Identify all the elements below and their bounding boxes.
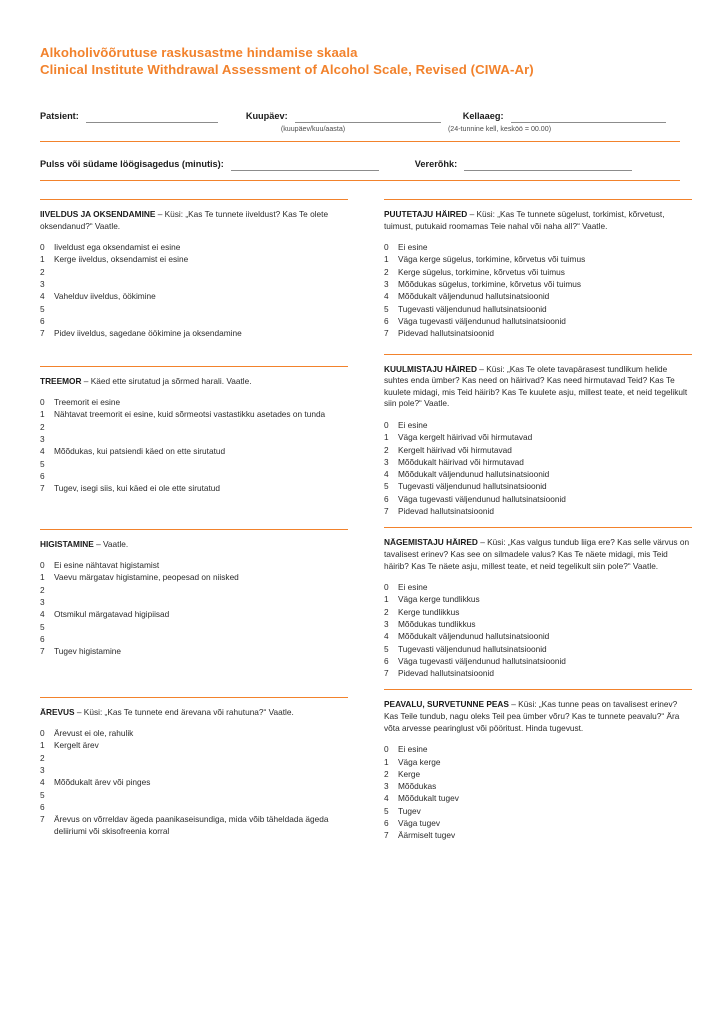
- score-option[interactable]: [40, 789, 348, 801]
- score-value: 6: [384, 315, 389, 326]
- score-option[interactable]: [40, 739, 348, 751]
- section-divider: [384, 527, 692, 528]
- score-description: Pidev iiveldus, sagedane öökimine ja oksendamine: [54, 328, 242, 339]
- divider-below-vitals: [40, 180, 680, 181]
- score-value: 7: [40, 328, 45, 339]
- score-value: 6: [40, 633, 45, 644]
- score-option[interactable]: [384, 829, 692, 841]
- section-divider: [384, 689, 692, 690]
- section-prompt: – Küsi: „Kas Te tunnete iiveldust? Kas Te olete oksendanud?“ Vaatle.: [40, 209, 329, 231]
- score-value: 1: [40, 409, 45, 420]
- score-option[interactable]: [40, 315, 348, 327]
- score-value: 4: [40, 291, 45, 302]
- score-description: Äärmiselt tugev: [398, 830, 456, 841]
- pulse-input[interactable]: [231, 157, 379, 171]
- score-value: 0: [384, 419, 389, 430]
- score-option[interactable]: [40, 645, 348, 657]
- section-heading: [384, 209, 692, 232]
- score-option[interactable]: [384, 419, 692, 431]
- score-option[interactable]: [384, 768, 692, 780]
- score-value: 2: [40, 266, 45, 277]
- section-heading: [40, 707, 348, 719]
- score-description: Väga kerge: [398, 756, 441, 767]
- patient-header: [40, 109, 680, 133]
- score-value: 3: [40, 279, 45, 290]
- score-value: 1: [384, 254, 389, 265]
- score-description: [54, 421, 348, 433]
- score-description: Mõõdukalt ärev või pinges: [54, 777, 151, 788]
- score-description: Tugev: [398, 805, 421, 816]
- score-description: Tugevasti väljendunud hallutsinatsioonid: [398, 303, 547, 314]
- score-value: 6: [40, 801, 45, 812]
- score-value: 3: [384, 279, 389, 290]
- score-option[interactable]: [384, 655, 692, 667]
- assessment-section: [384, 689, 692, 841]
- assessment-column-right: [384, 199, 692, 842]
- score-option[interactable]: [40, 290, 348, 302]
- section-name: PUUTETAJU HÄIRED: [384, 209, 468, 219]
- score-value: 0: [40, 242, 45, 253]
- score-value: 2: [384, 266, 389, 277]
- score-value: 3: [384, 618, 389, 629]
- score-value: 2: [384, 444, 389, 455]
- score-value: 0: [40, 728, 45, 739]
- section-name: PEAVALU, SURVETUNNE PEAS: [384, 699, 509, 710]
- score-option[interactable]: [384, 643, 692, 655]
- score-value: 7: [384, 668, 389, 679]
- score-value: 2: [40, 752, 45, 763]
- score-option[interactable]: [40, 458, 348, 470]
- score-list: [40, 396, 348, 494]
- section-name: ÄREVUS: [40, 706, 75, 717]
- form-title: [40, 0, 680, 78]
- score-value: 2: [40, 421, 45, 432]
- time-format-caption: (24-tunnine kell, kesköö = 00.00): [447, 125, 552, 133]
- score-value: 4: [40, 609, 45, 620]
- score-description: Vahelduv iiveldus, öökimine: [54, 291, 156, 302]
- score-list: [40, 727, 348, 838]
- score-option[interactable]: [40, 621, 348, 633]
- section-divider: [40, 529, 348, 530]
- score-option[interactable]: [40, 421, 348, 433]
- patient-label: Patsient:: [40, 111, 79, 121]
- score-description: Tugev higistamine: [54, 646, 122, 657]
- section-divider: [384, 354, 692, 355]
- score-description: Pidevad hallutsinatsioonid: [398, 506, 494, 517]
- score-option[interactable]: [384, 444, 692, 456]
- score-description: [54, 789, 348, 801]
- section-divider: [40, 199, 348, 200]
- score-option[interactable]: [384, 606, 692, 618]
- time-label: Kellaaeg:: [462, 111, 504, 121]
- score-value: 6: [40, 470, 45, 481]
- score-option[interactable]: [384, 290, 692, 302]
- score-description: Kerge: [398, 768, 421, 779]
- blood-pressure-label: Vererõhk:: [414, 159, 458, 169]
- score-value: 7: [384, 328, 389, 339]
- score-description: Mõõdukalt väljendunud hallutsinatsioonid: [398, 291, 550, 302]
- score-description: [54, 266, 348, 278]
- score-value: 6: [384, 655, 389, 666]
- score-option[interactable]: [40, 408, 348, 420]
- score-value: 7: [40, 483, 45, 494]
- assessment-section: [40, 199, 348, 340]
- score-description: Kerge sügelus, torkimine, kõrvetus või tuimus: [398, 266, 565, 277]
- section-prompt: – Küsi: „Kas Te olete tavapärasest tundlikum helide suhtes enda ümber? Kas need on häirivad? Kas need hirmutavad Teid? Kas Te kuulete midagi, mis Teid häirib? Kas Te kuulete asju, millest teate, et neid tegelikult siin pole?“ Vaatle.: [384, 363, 688, 409]
- score-option[interactable]: [40, 752, 348, 764]
- score-value: 7: [40, 814, 45, 825]
- score-description: Ei esine: [398, 582, 428, 593]
- score-description: Tugev, isegi siis, kui käed ei ole ette sirutatud: [54, 483, 221, 494]
- score-description: [54, 278, 348, 290]
- assessment-section: [384, 199, 692, 340]
- section-heading: [40, 539, 348, 551]
- score-option[interactable]: [40, 584, 348, 596]
- score-option[interactable]: [40, 776, 348, 788]
- score-description: [54, 801, 348, 813]
- score-option[interactable]: [384, 756, 692, 768]
- score-option[interactable]: [40, 278, 348, 290]
- score-list: [384, 743, 692, 841]
- score-description: Mõõdukas: [398, 781, 437, 792]
- score-description: [54, 752, 348, 764]
- score-option[interactable]: [40, 608, 348, 620]
- section-heading: [384, 537, 692, 572]
- score-option[interactable]: [384, 493, 692, 505]
- section-prompt: – Küsi: „Kas Te tunnete end ärevana või rahutuna?“ Vaatle.: [74, 706, 294, 717]
- score-option[interactable]: [384, 581, 692, 593]
- section-name: TREEMOR: [40, 375, 82, 386]
- score-description: Ärevus on võrreldav ägeda paanikaseisundiga, mida võib täheldada ägeda deliiriumi või skisofreenia korral: [54, 814, 329, 837]
- section-prompt: – Küsi: „Kas Te tunnete sügelust, torkimist, kõrvetust, tuimust, putukaid roomamas Teie nahal või naha all?“ Vaatle.: [384, 209, 665, 231]
- pulse-label: Pulss või südame löögisagedus (minutis):: [40, 159, 224, 169]
- score-option[interactable]: [384, 780, 692, 792]
- score-list: [384, 419, 692, 517]
- score-value: 4: [40, 446, 45, 457]
- section-divider: [40, 366, 348, 367]
- blood-pressure-input[interactable]: [464, 157, 632, 171]
- score-value: 1: [40, 740, 45, 751]
- score-value: 5: [40, 458, 45, 469]
- score-option[interactable]: [40, 559, 348, 571]
- spacer: [393, 125, 421, 133]
- assessment-columns: [40, 199, 690, 842]
- score-value: 6: [40, 315, 45, 326]
- score-value: 3: [384, 456, 389, 467]
- score-option[interactable]: [384, 593, 692, 605]
- score-option[interactable]: [384, 315, 692, 327]
- score-option[interactable]: [384, 480, 692, 492]
- score-description: Otsmikul märgatavad higipiisad: [54, 609, 170, 620]
- section-divider: [384, 199, 692, 200]
- score-option[interactable]: [384, 618, 692, 630]
- score-option[interactable]: [40, 571, 348, 583]
- section-heading: [384, 364, 692, 410]
- score-option[interactable]: [40, 396, 348, 408]
- score-description: [54, 433, 348, 445]
- assessment-section: [40, 366, 348, 495]
- form-title-line-2: Clinical Institute Withdrawal Assessment of Alcohol Scale, Revised (CIWA-Ar): [40, 62, 534, 77]
- score-description: Väga tugevasti väljendunud hallutsinatsioonid: [398, 655, 566, 666]
- score-option[interactable]: [384, 505, 692, 517]
- score-description: Ei esine: [398, 242, 428, 253]
- section-prompt: – Küsi: „Kas tunne peas on tavalisest erinev? Kas Teile tundub, nagu oleks Teil pea ümber võru? Kas te tunnete peavalu?“ Ära võta arvesse pearinglust või pööritust. Hinda tugevust.: [384, 699, 680, 733]
- score-value: 5: [40, 621, 45, 632]
- score-description: [54, 470, 348, 482]
- score-description: [54, 764, 348, 776]
- score-value: 0: [40, 397, 45, 408]
- assessment-section: [384, 527, 692, 679]
- score-description: Ärevust ei ole, rahulik: [54, 728, 134, 739]
- score-option[interactable]: [40, 253, 348, 265]
- score-option[interactable]: [384, 241, 692, 253]
- score-description: [54, 315, 348, 327]
- assessment-section: [384, 354, 692, 518]
- score-option[interactable]: [40, 303, 348, 315]
- score-option[interactable]: [384, 468, 692, 480]
- section-name: IIVELDUS JA OKSENDAMINE: [40, 209, 156, 219]
- score-value: 7: [40, 646, 45, 657]
- score-list: [40, 241, 348, 339]
- score-description: Pidevad hallutsinatsioonid: [398, 328, 494, 339]
- score-option[interactable]: [40, 727, 348, 739]
- section-heading: [40, 376, 348, 388]
- score-value: 1: [384, 756, 389, 767]
- score-description: Väga kerge sügelus, torkimine, kõrvetus või tuimus: [398, 254, 586, 265]
- section-prompt: – Küsi: „Kas valgus tundub liiga ere? Kas selle värvus on tavalisest erinev? Kas see on silmadele valus? Kas Te näete midagi, mis Teid häirib? Kas Te näete asju, millest teate, et neid tegelikult siin pole?“ Vaatle.: [384, 537, 690, 571]
- score-option[interactable]: [40, 764, 348, 776]
- score-value: 1: [40, 254, 45, 265]
- score-description: Mõõdukalt väljendunud hallutsinatsioonid: [398, 631, 550, 642]
- score-value: 5: [384, 643, 389, 654]
- score-option[interactable]: [384, 456, 692, 468]
- score-description: Ei esine: [398, 419, 428, 430]
- score-value: 6: [384, 493, 389, 504]
- score-option[interactable]: [40, 327, 348, 339]
- score-list: [384, 581, 692, 679]
- score-description: [54, 458, 348, 470]
- score-value: 7: [384, 830, 389, 841]
- time-input[interactable]: [511, 109, 666, 123]
- score-value: 4: [40, 777, 45, 788]
- section-name: KUULMISTAJU HÄIRED: [384, 363, 477, 374]
- score-option[interactable]: [384, 743, 692, 755]
- score-description: Väga tugev: [398, 818, 440, 829]
- patient-header-fields: [40, 109, 680, 123]
- vitals-row: [40, 142, 680, 171]
- score-value: 4: [384, 469, 389, 480]
- score-list: [384, 241, 692, 339]
- score-description: Väga kergelt häirivad või hirmutavad: [398, 432, 533, 443]
- score-option[interactable]: [384, 667, 692, 679]
- score-value: 0: [384, 242, 389, 253]
- score-option[interactable]: [40, 633, 348, 645]
- score-description: [54, 584, 348, 596]
- score-option[interactable]: [40, 482, 348, 494]
- score-value: 2: [384, 606, 389, 617]
- score-option[interactable]: [384, 303, 692, 315]
- score-description: Mõõdukas tundlikkus: [398, 618, 476, 629]
- score-value: 7: [384, 506, 389, 517]
- score-description: Iiveldust ega oksendamist ei esine: [54, 242, 181, 253]
- score-description: Vaevu märgatav higistamine, peopesad on niisked: [54, 572, 239, 583]
- score-option[interactable]: [40, 801, 348, 813]
- score-option[interactable]: [40, 241, 348, 253]
- patient-header-captions: [40, 125, 680, 133]
- score-description: Mõõdukas, kui patsiendi käed on ette sirutatud: [54, 446, 226, 457]
- score-description: Väga tugevasti väljendunud hallutsinatsioonid: [398, 315, 566, 326]
- score-description: Ei esine nähtavat higistamist: [54, 560, 160, 571]
- score-description: Väga kerge tundlikkus: [398, 594, 480, 605]
- patient-input[interactable]: [86, 109, 218, 123]
- score-option[interactable]: [40, 813, 348, 838]
- score-value: 3: [40, 597, 45, 608]
- score-description: Nähtavat treemorit ei esine, kuid sõrmeotsi vastastikku asetades on tunda: [54, 409, 326, 420]
- score-option[interactable]: [384, 327, 692, 339]
- score-option[interactable]: [40, 470, 348, 482]
- score-value: 5: [40, 303, 45, 314]
- section-prompt: – Vaatle.: [93, 538, 129, 549]
- score-value: 1: [384, 432, 389, 443]
- section-name: NÄGEMISTAJU HÄIRED: [384, 537, 478, 548]
- score-value: 1: [40, 572, 45, 583]
- form-title-line-1: Alkoholivõõrutuse raskusastme hindamise skaala: [40, 45, 358, 60]
- section-name: HIGISTAMINE: [40, 538, 94, 549]
- score-option[interactable]: [384, 630, 692, 642]
- score-value: 0: [384, 582, 389, 593]
- score-option[interactable]: [40, 445, 348, 457]
- date-label: Kuupäev:: [245, 111, 288, 121]
- spacer: [40, 125, 233, 133]
- score-description: [54, 596, 348, 608]
- score-value: 5: [384, 303, 389, 314]
- score-value: 3: [40, 764, 45, 775]
- score-value: 3: [384, 781, 389, 792]
- score-description: Ei esine: [398, 744, 428, 755]
- section-heading: [384, 699, 692, 734]
- score-option[interactable]: [384, 253, 692, 265]
- score-value: 4: [384, 793, 389, 804]
- score-description: [54, 633, 348, 645]
- score-description: Mõõdukalt häirivad või hirmutavad: [398, 456, 524, 467]
- score-value: 5: [40, 789, 45, 800]
- score-option[interactable]: [384, 266, 692, 278]
- score-description: [54, 303, 348, 315]
- score-description: Pidevad hallutsinatsioonid: [398, 668, 494, 679]
- score-description: Kergelt ärev: [54, 740, 99, 751]
- date-input[interactable]: [295, 109, 441, 123]
- score-option[interactable]: [384, 792, 692, 804]
- score-option[interactable]: [384, 278, 692, 290]
- score-option[interactable]: [40, 433, 348, 445]
- score-description: Mõõdukalt väljendunud hallutsinatsioonid: [398, 469, 550, 480]
- score-description: Treemorit ei esine: [54, 397, 121, 408]
- score-value: 0: [384, 744, 389, 755]
- score-option[interactable]: [40, 596, 348, 608]
- score-value: 1: [384, 594, 389, 605]
- score-description: Mõõdukalt tugev: [398, 793, 459, 804]
- score-value: 4: [384, 631, 389, 642]
- score-value: 2: [40, 584, 45, 595]
- score-value: 6: [384, 818, 389, 829]
- score-description: Tugevasti väljendunud hallutsinatsioonid: [398, 481, 547, 492]
- score-value: 0: [40, 560, 45, 571]
- section-prompt: – Käed ette sirutatud ja sõrmed harali. Vaatle.: [81, 375, 252, 386]
- score-description: [54, 621, 348, 633]
- score-value: 5: [384, 805, 389, 816]
- score-value: 3: [40, 434, 45, 445]
- score-option[interactable]: [40, 266, 348, 278]
- score-description: Väga tugevasti väljendunud hallutsinatsioonid: [398, 493, 566, 504]
- score-list: [40, 559, 348, 657]
- score-description: Kerge iiveldus, oksendamist ei esine: [54, 254, 189, 265]
- score-value: 5: [384, 481, 389, 492]
- score-description: Tugevasti väljendunud hallutsinatsioonid: [398, 643, 547, 654]
- score-option[interactable]: [384, 817, 692, 829]
- score-option[interactable]: [384, 431, 692, 443]
- score-option[interactable]: [384, 805, 692, 817]
- section-heading: [40, 209, 348, 232]
- section-divider: [40, 697, 348, 698]
- date-format-caption: (kuupäev/kuu/aasta): [280, 125, 346, 133]
- score-description: Kergelt häirivad või hirmutavad: [398, 444, 512, 455]
- assessment-section: [40, 529, 348, 658]
- assessment-section: [40, 697, 348, 838]
- score-description: Mõõdukas sügelus, torkimine, kõrvetus või tuimus: [398, 279, 582, 290]
- score-description: Kerge tundlikkus: [398, 606, 460, 617]
- assessment-column-left: [40, 199, 348, 842]
- score-value: 4: [384, 291, 389, 302]
- score-value: 2: [384, 768, 389, 779]
